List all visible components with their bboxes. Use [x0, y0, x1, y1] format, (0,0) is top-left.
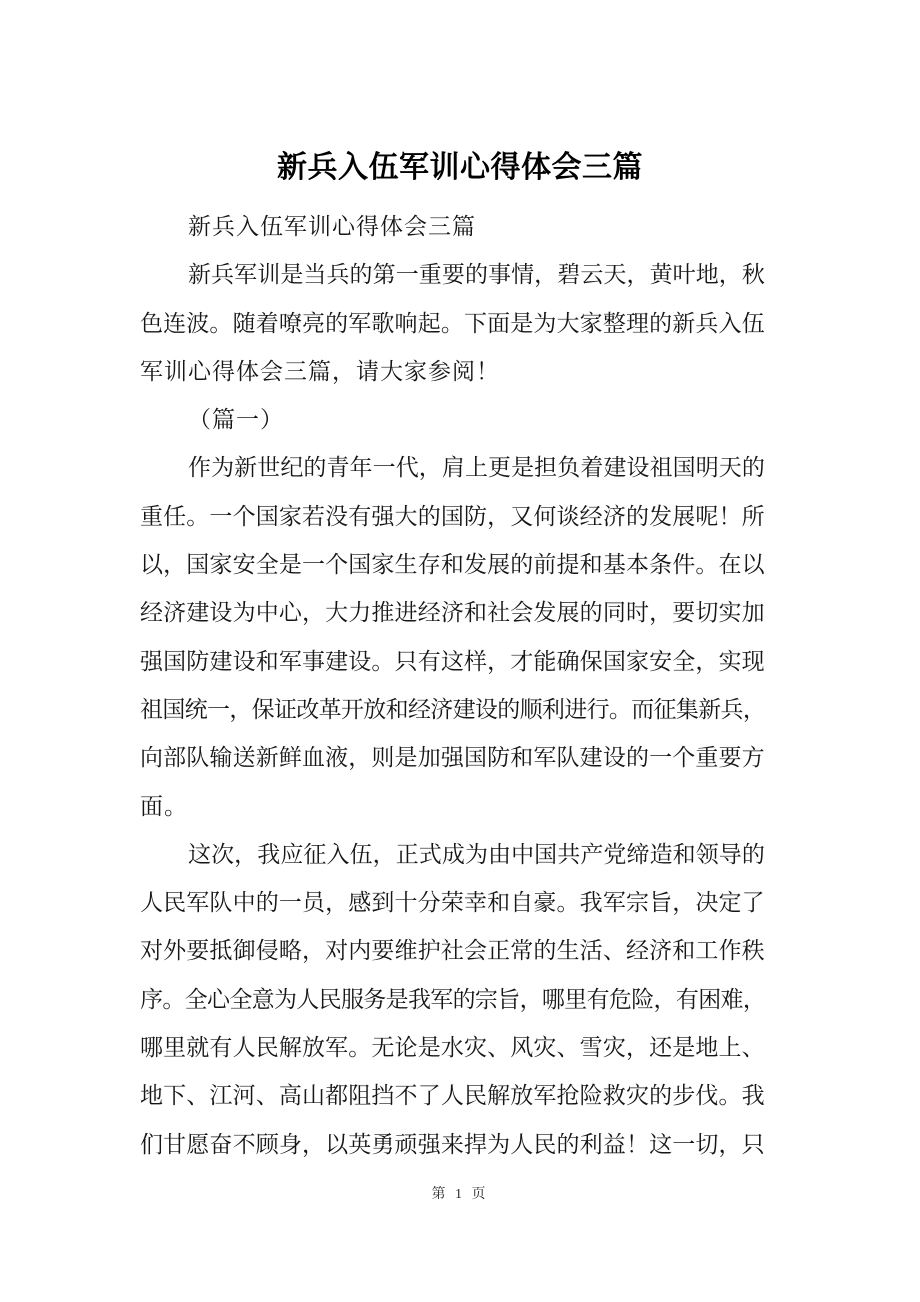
- text-line: 军训心得体会三篇，请大家参阅！: [140, 358, 500, 384]
- text-line: 新 兵 军 训 是 当 兵 的 第 一 重 要 的 事 情 ， 碧 云 天 ， 黄 叶 地 ， 秋: [188, 262, 765, 288]
- page-title: 新兵入伍军训心得体会三篇: [277, 151, 643, 185]
- text-line: 们 甘 愿 奋 不 顾 身 ， 以 英 勇 顽 强 来 捍 为 人 民 的 利 益 ！ 这 一 切 ， 只: [140, 1131, 765, 1157]
- text-line: 以 ， 国 家 安 全 是 一 个 国 家 生 存 和 发 展 的 前 提 和 基 本 条 件 。 在 以: [140, 552, 765, 578]
- text-line: 哪 里 就 有 人 民 解 放 军 。 无 论 是 水 灾 、 风 灾 、 雪 灾 ， 还 是 地 上 、: [140, 1035, 765, 1061]
- text-line: 色 连 波 。 随 着 嘹 亮 的 军 歌 响 起 。 下 面 是 为 大 家 整 理 的 新 兵 入 伍: [140, 310, 765, 336]
- text-line: 新兵入伍军训心得体会三篇: [188, 214, 476, 239]
- text-line: 向 部 队 输 送 新 鲜 血 液 ， 则 是 加 强 国 防 和 军 队 建 设 的 一 个 重 要 方: [140, 745, 765, 771]
- text-line: 这 次 ， 我 应 征 入 伍 ， 正 式 成 为 由 中 国 共 产 党 缔 造 和 领 导 的: [188, 841, 765, 867]
- text-line: 对 外 要 抵 御 侵 略 ， 对 内 要 维 护 社 会 正 常 的 生 活 、 经 济 和 工 作 秩: [140, 938, 765, 964]
- text-line: 重 任 。 一 个 国 家 若 没 有 强 大 的 国 防 ， 又 何 谈 经 济 的 发 展 呢 ！ 所: [140, 503, 765, 529]
- text-line: 祖 国 统 一 ， 保 证 改 革 开 放 和 经 济 建 设 的 顺 利 进 行 。 而 征 集 新 兵 ，: [140, 696, 766, 722]
- text-line: 作 为 新 世 纪 的 青 年 一 代 ， 肩 上 更 是 担 负 着 建 设 祖 国 明 天 的: [188, 455, 765, 481]
- text-line: 序 。 全 心 全 意 为 人 民 服 务 是 我 军 的 宗 旨 ， 哪 里 有 危 险 ， 有 困 难 ，: [140, 986, 766, 1012]
- text-line: 经 济 建 设 为 中 心 ， 大 力 推 进 经 济 和 社 会 发 展 的 同 时 ， 要 切 实 加: [140, 600, 765, 626]
- text-line: 人 民 军 队 中 的 一 员 ， 感 到 十 分 荣 幸 和 自 豪 。 我 军 宗 旨 ， 决 定 了: [140, 890, 765, 916]
- page-number-footer: 第 1 页: [431, 1187, 489, 1202]
- text-line: 强 国 防 建 设 和 军 事 建 设 。 只 有 这 样 ， 才 能 确 保 国 家 安 全 ， 实 现: [140, 648, 765, 674]
- text-line: 面。: [140, 793, 188, 819]
- text-line: 地 下 、 江 河 、 高 山 都 阻 挡 不 了 人 民 解 放 军 抢 险 救 灾 的 步 伐 。 我: [140, 1083, 765, 1109]
- document-body: [140, 203, 765, 1169]
- text-line: （篇一）: [188, 407, 284, 433]
